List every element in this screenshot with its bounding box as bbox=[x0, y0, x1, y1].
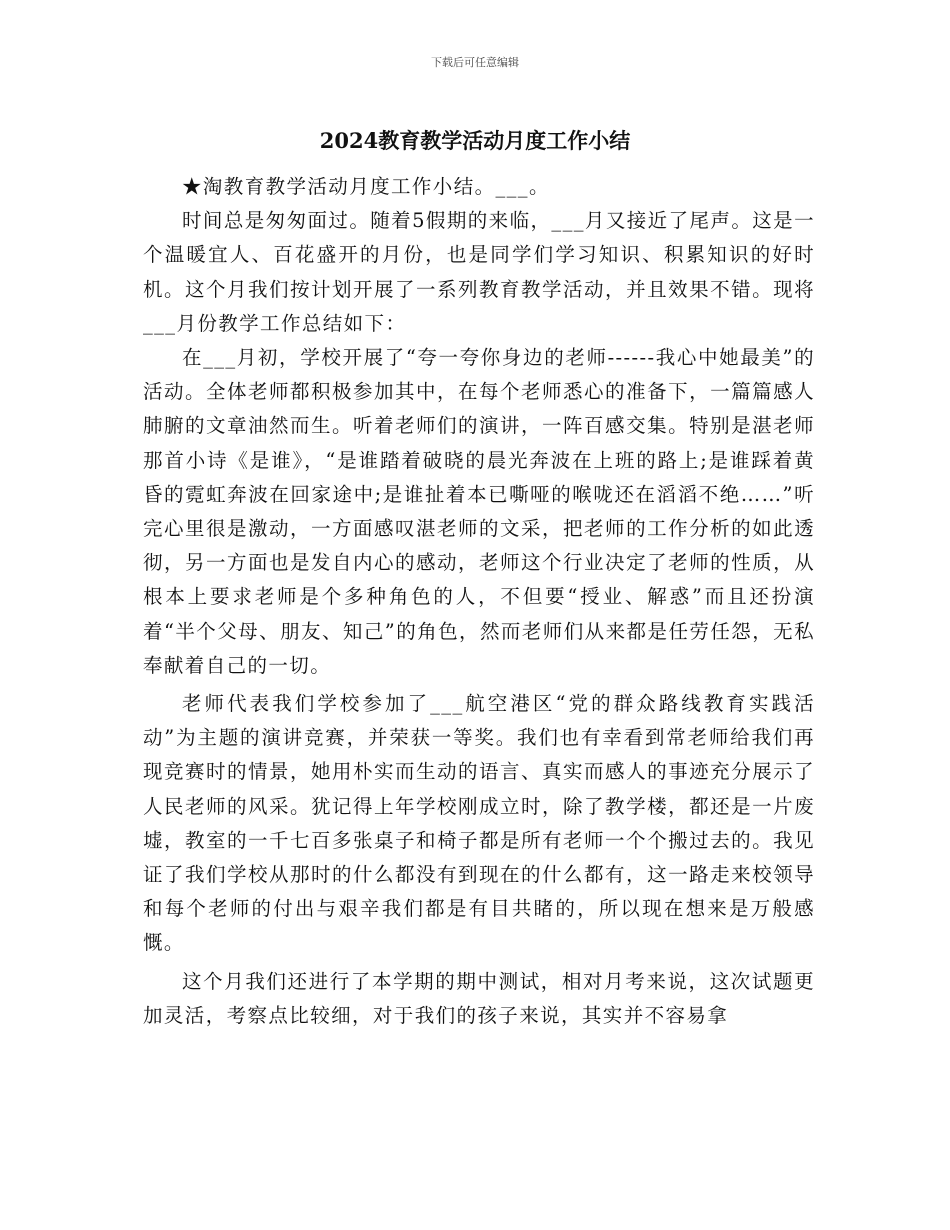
paragraph-teacher-praise-activity: 在___月初，学校开展了“夸一夸你身边的老师------我心中她最美”的活动。全体老师都积极参加其中，在每个老师悉心的准备下，一篇篇感人肺腑的文章油然而生。听着老师们的演讲，一阵百感交集。特别是湛老师那首小诗《是谁》，“是谁踏着破晓的晨光奔波在上班的路上;是谁踩着黄昏的霓虹奔波在回家途中;是谁扯着本已嘶哑的喉咙还在滔滔不绝……”听完心里很是激动，一方面感叹湛老师的文采，把老师的工作分析的如此透彻，另一方面也是发自内心的感动，老师这个行业决定了老师的性质，从根本上要求老师是个多种角色的人，不但要“授业、解惑”而且还扮演着“半个父母、朋友、知己”的角色，然而老师们从来都是任劳任怨，无私奉献着自己的一切。 bbox=[143, 346, 815, 677]
paragraph-overview: 时间总是匆匆面过。随着5假期的来临，___月又接近了尾声。这是一个温暖宜人、百花盛开的月份，也是同学们学习知识、积累知识的好时机。这个月我们按计划开展了一系列教育教学活动，并且效果不错。现将___月份教学工作总结如下： bbox=[143, 209, 815, 335]
page-header-note: 下载后可任意编辑 bbox=[431, 56, 519, 69]
paragraph-speech-contest: 老师代表我们学校参加了___航空港区“党的群众路线教育实践活动”为主题的演讲竞赛，并荣获一等奖。我们也有幸看到常老师给我们再现竞赛时的情景，她用朴实而生动的语言、真实而感人的事迹充分展示了人民老师的风采。犹记得上年学校刚成立时，除了教学楼，都还是一片废墟，教室的一千七百多张桌子和椅子都是所有老师一个个搬过去的。我见证了我们学校从那时的什么都没有到现在的什么都有，这一路走来校领导和每个老师的付出与艰辛我们都是有目共睹的，所以现在想来是万般感慨。 bbox=[143, 692, 815, 955]
document-body bbox=[143, 170, 815, 1033]
paragraph-midterm-test: 这个月我们还进行了本学期的期中测试，相对月考来说，这次试题更加灵活，考察点比较细，对于我们的孩子来说，其实并不容易拿 bbox=[143, 969, 815, 1027]
document-title: 2024教育教学活动月度工作小结 bbox=[319, 128, 631, 153]
paragraph-intro: ★淘教育教学活动月度工作小结。___。 bbox=[182, 175, 550, 198]
